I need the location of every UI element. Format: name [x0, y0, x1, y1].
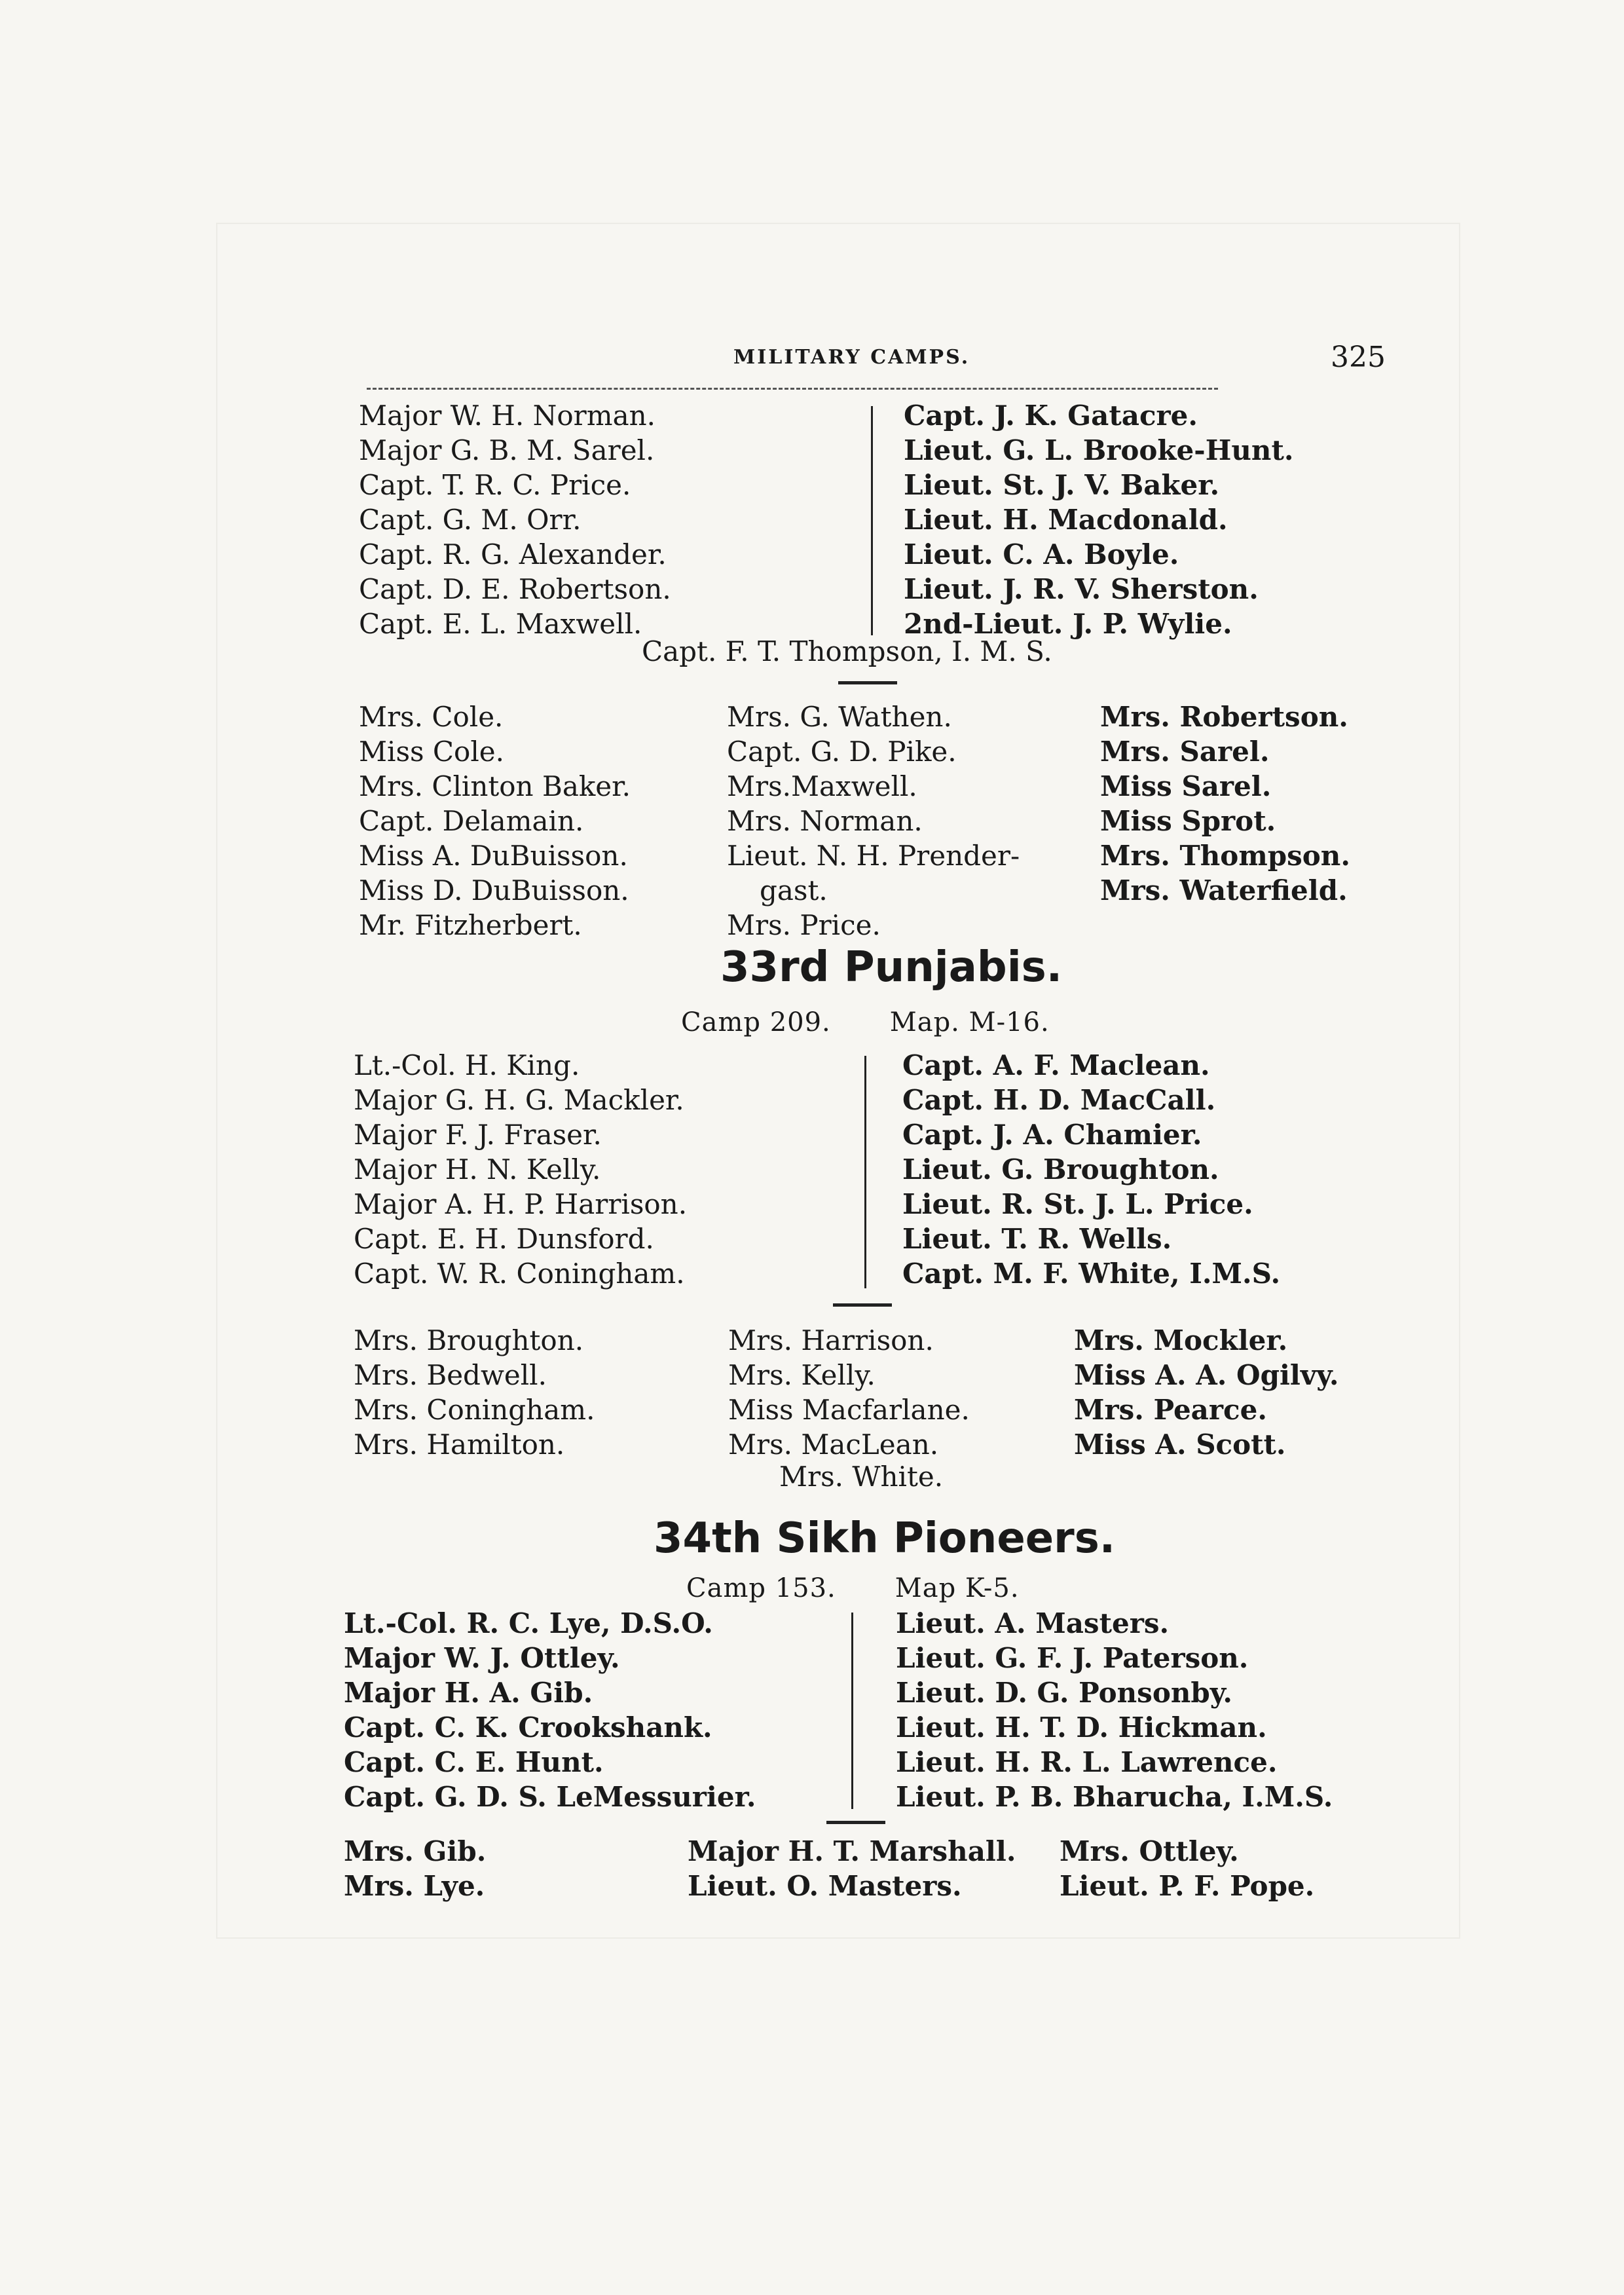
list-item: Major H. T. Marshall. [688, 1835, 1016, 1867]
list-item: Major G. H. G. Mackler. [354, 1084, 684, 1116]
section-title-34th-sikh-pioneers: 34th Sikh Pioneers. [654, 1514, 1116, 1563]
list-item: Lieut. A. Masters. [896, 1607, 1170, 1639]
list-item: Miss A. Scott. [1074, 1428, 1286, 1461]
list-item: Capt. M. F. White, I.M.S. [902, 1258, 1281, 1290]
block1-guests-col1 [359, 700, 631, 942]
list-item: 2nd-Lieut. J. P. Wylie. [904, 608, 1232, 640]
column-divider [864, 1056, 866, 1288]
section-title-33rd-punjabis: 33rd Punjabis. [720, 943, 1063, 992]
list-item: Mrs. Kelly. [728, 1359, 876, 1391]
list-item: Lieut. G. Broughton. [902, 1153, 1219, 1185]
block3-guests-col1 [344, 1834, 486, 1903]
list-item: Miss Cole. [359, 736, 504, 768]
list-item: Mrs. Bedwell. [354, 1359, 547, 1391]
block2-guests-col3 [1074, 1323, 1339, 1462]
list-item: Capt. T. R. C. Price. [359, 469, 631, 501]
list-item: Lieut. D. G. Ponsonby. [896, 1677, 1232, 1709]
list-item: Lieut. C. A. Boyle. [904, 538, 1179, 570]
list-item: Mrs. Price. [727, 909, 881, 941]
list-item: Capt. C. K. Crookshank. [344, 1711, 712, 1744]
list-item: Capt. Delamain. [359, 805, 584, 837]
list-item: Mrs. Broughton. [354, 1324, 584, 1356]
list-item: Major A. H. P. Harrison. [354, 1188, 688, 1220]
block2-guests-col2 [728, 1323, 970, 1462]
list-item: Lieut. P. B. Bharucha, I.M.S. [896, 1781, 1333, 1813]
section-dash [826, 1821, 885, 1824]
list-item: Capt. E. L. Maxwell. [359, 608, 642, 640]
list-item: Lieut. J. R. V. Sherston. [904, 573, 1259, 605]
list-item: Miss Sarel. [1100, 770, 1272, 802]
list-item: Mrs. Hamilton. [354, 1428, 565, 1461]
section-dash [833, 1303, 892, 1307]
block1-guests-col3 [1100, 700, 1350, 908]
list-item: Mrs.Maxwell. [727, 770, 917, 802]
list-item: Mrs. Gib. [344, 1835, 487, 1867]
block3-officers-right [896, 1606, 1333, 1814]
block3-guests-col2 [688, 1834, 1016, 1903]
list-item: Capt. H. D. MacCall. [902, 1084, 1216, 1116]
list-item: Capt. C. E. Hunt. [344, 1746, 604, 1778]
list-item: Miss A. DuBuisson. [359, 840, 628, 872]
list-item: Major W. H. Norman. [359, 400, 656, 432]
list-item: Capt. G. D. Pike. [727, 736, 957, 768]
list-item: Capt. J. K. Gatacre. [904, 400, 1198, 432]
list-item: Miss Macfarlane. [728, 1394, 970, 1426]
list-item: Miss D. DuBuisson. [359, 874, 629, 906]
list-item: Major W. J. Ottley. [344, 1642, 620, 1674]
list-item: Capt. E. H. Dunsford. [354, 1223, 654, 1255]
list-item: gast. [760, 874, 828, 906]
camp-number: Camp 153. [686, 1573, 836, 1603]
list-item: Lieut. H. Macdonald. [904, 504, 1228, 536]
list-item: Lieut. O. Masters. [688, 1870, 962, 1902]
list-item: Lieut. H. R. L. Lawrence. [896, 1746, 1278, 1778]
list-item: Mrs. Lye. [344, 1870, 485, 1902]
list-item: Mrs. Ottley. [1060, 1835, 1239, 1867]
list-item: Lieut. H. T. D. Hickman. [896, 1711, 1267, 1744]
list-item: Mr. Fitzherbert. [359, 909, 582, 941]
map-reference: Map. M-16. [889, 1007, 1050, 1037]
list-item: Major G. B. M. Sarel. [359, 434, 655, 466]
list-item: Mrs. Mockler. [1074, 1324, 1288, 1356]
block2-officers-right [902, 1048, 1280, 1291]
block1-guests-col2 [727, 700, 1020, 942]
section-dash [838, 681, 897, 684]
list-item: Major H. A. Gib. [344, 1677, 593, 1709]
list-item: Capt. D. E. Robertson. [359, 573, 671, 605]
list-item: Mrs. Cole. [359, 701, 504, 733]
list-item: Capt. G. D. S. LeMessurier. [344, 1781, 756, 1813]
list-item: Lieut. P. F. Pope. [1060, 1870, 1315, 1902]
list-item: Miss Sprot. [1100, 805, 1276, 837]
block2-guests-col1 [354, 1323, 595, 1462]
list-item: Mrs. Robertson. [1100, 701, 1348, 733]
list-item: Mrs. Norman. [727, 805, 923, 837]
column-divider [871, 406, 873, 635]
list-item: Major H. N. Kelly. [354, 1153, 601, 1185]
block2-guests-footer: Mrs. White. [779, 1461, 944, 1493]
camp-map-line [681, 1007, 1050, 1037]
list-item: Lieut. G. L. Brooke-Hunt. [904, 434, 1294, 466]
column-divider [851, 1613, 853, 1809]
map-reference: Map K-5. [895, 1573, 1020, 1603]
list-item: Mrs. Waterfield. [1100, 874, 1348, 906]
list-item: Capt. W. R. Coningham. [354, 1258, 685, 1290]
list-item: Mrs. G. Wathen. [727, 701, 952, 733]
list-item: Lieut. T. R. Wells. [902, 1223, 1172, 1255]
list-item: Lieut. St. J. V. Baker. [904, 469, 1220, 501]
list-item: Major F. J. Fraser. [354, 1119, 602, 1151]
list-item: Capt. R. G. Alexander. [359, 538, 667, 570]
list-item: Mrs. Coningham. [354, 1394, 595, 1426]
list-item: Mrs. MacLean. [728, 1428, 939, 1461]
camp-map-line [686, 1573, 1020, 1603]
header-rule [367, 388, 1218, 390]
list-item: Mrs. Clinton Baker. [359, 770, 631, 802]
block1-officers-left [359, 398, 671, 641]
block3-guests-col3 [1060, 1834, 1314, 1903]
list-item: Mrs. Sarel. [1100, 736, 1270, 768]
list-item: Lt.-Col. H. King. [354, 1049, 580, 1081]
list-item: Mrs. Harrison. [728, 1324, 934, 1356]
list-item: Lieut. N. H. Prender- [727, 840, 1020, 872]
camp-number: Camp 209. [681, 1007, 831, 1037]
block2-officers-left [354, 1048, 687, 1291]
list-item: Mrs. Pearce. [1074, 1394, 1267, 1426]
running-head: MILITARY CAMPS. [733, 346, 970, 369]
block1-medical-officer: Capt. F. T. Thompson, I. M. S. [642, 635, 1052, 667]
list-item: Miss A. A. Ogilvy. [1074, 1359, 1339, 1391]
list-item: Lieut. R. St. J. L. Price. [902, 1188, 1253, 1220]
block1-officers-right [904, 398, 1293, 641]
list-item: Capt. A. F. Maclean. [902, 1049, 1210, 1081]
list-item: Mrs. Thompson. [1100, 840, 1350, 872]
list-item: Capt. G. M. Orr. [359, 504, 581, 536]
list-item: Lieut. G. F. J. Paterson. [896, 1642, 1249, 1674]
list-item: Capt. J. A. Chamier. [902, 1119, 1202, 1151]
list-item: Lt.-Col. R. C. Lye, D.S.O. [344, 1607, 713, 1639]
block3-officers-left [344, 1606, 756, 1814]
page-number: 325 [1331, 341, 1386, 374]
